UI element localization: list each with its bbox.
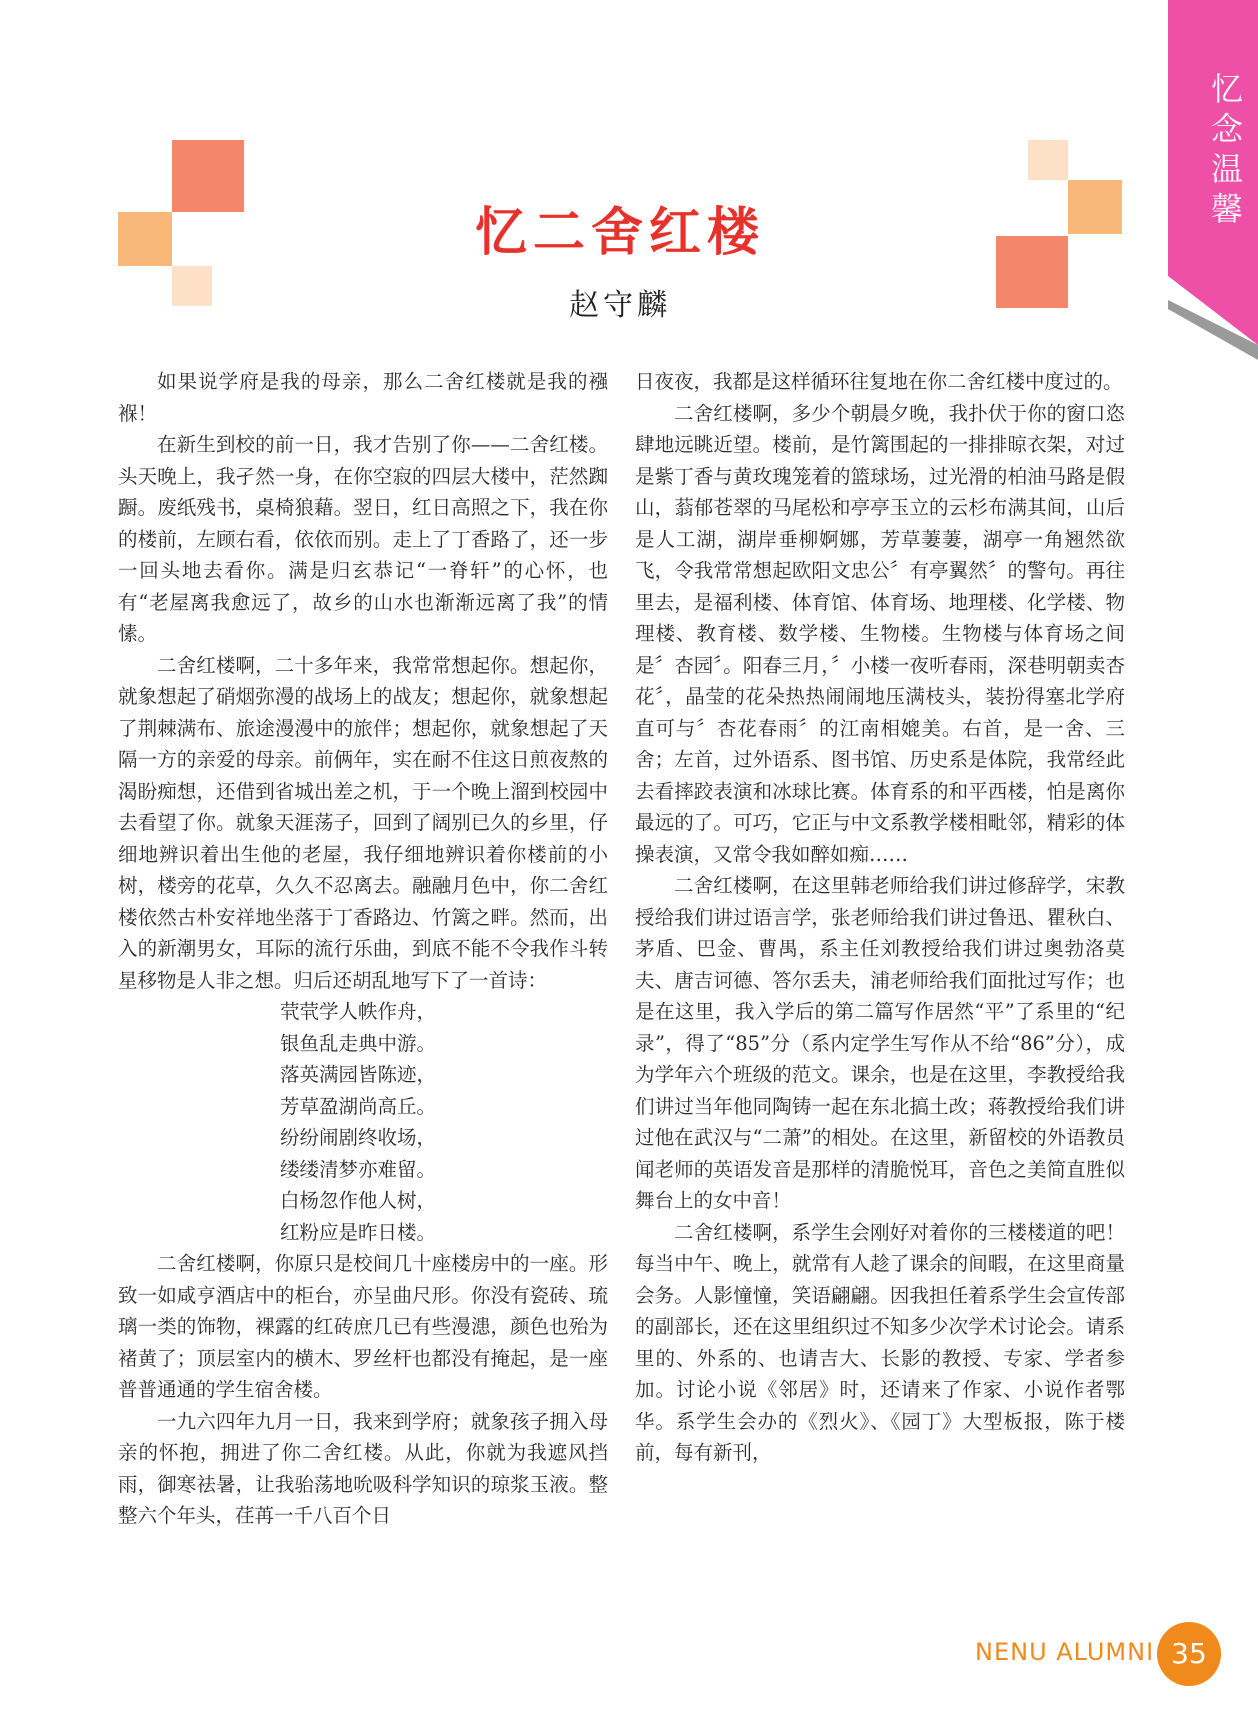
page-number: 35 [1157, 1622, 1221, 1686]
poem-line: 银鱼乱走典中游。 [280, 1031, 437, 1055]
article-author: 赵守麟 [569, 288, 671, 323]
side-tab-label: 忆念温馨 [1206, 72, 1244, 232]
decor-square [1028, 140, 1068, 180]
poem-line: 白杨忽作他人树， [280, 1189, 437, 1212]
paragraph: 日夜夜，我都是这样循环往复地在你二舍红楼中度过的。 [635, 370, 1123, 393]
paragraph: 二舍红楼啊，系学生会刚好对着你的三楼楼道的吧！每当中午、晚上，就常有人趁了课余的间暇，在这里商量会务。人影憧憧，笑语翩翩。因我担任着系学生会宣传部的副部长，还在这里组织过不知多少次学术讨论会。请系里的、外系的、也请吉大、长影的教授、专家、学者参加。讨论小说《邻居》时，还请来了作家、小说作者鄂华。系学生会办的《烈火》、《园丁》大型板报，陈于楼前，每有新刊， [635, 1220, 1125, 1464]
decor-square [1068, 180, 1122, 234]
magazine-name: NENU ALUMNI [975, 1638, 1155, 1666]
poem [118, 996, 608, 1248]
right-column [635, 366, 1125, 1469]
paragraph: 如果说学府是我的母亲，那么二舍红楼就是我的襁褓！ [118, 370, 608, 425]
decor-square [172, 140, 244, 212]
paragraph: 二舍红楼啊，二十多年来，我常常想起你。想起你，就象想起了硝烟弥漫的战场上的战友；想起你，就象想起了荆棘满布、旅途漫漫中的旅伴；想起你，就象想起了天隔一方的亲爱的母亲。前俩年，实在耐不住这日煎夜熬的渴盼痴想，还借到省城出差之机，于一个晚上溜到校园中去看望了你。就象天涯荡子，回到了阔别已久的乡里，仔细地辨识着出生他的老屋，我仔细地辨识着你楼前的小树，楼旁的花草，久久不忍离去。融融月色中，你二舍红楼依然古朴安祥地坐落于丁香路边、竹篱之畔。然而，出入的新潮男女，耳际的流行乐曲，到底不能不令我作斗转星移物是人非之想。归后还胡乱地写下了一首诗： [118, 653, 608, 992]
paragraph: 一九六四年九月一日，我来到学府；就象孩子拥入母亲的怀抱，拥进了你二舍红楼。从此，你就为我遮风挡雨，御寒祛暑，让我骀荡地吮吸科学知识的琼浆玉液。整整六个年头，荏苒一千八百个日 [118, 1409, 608, 1527]
decor-square [118, 212, 172, 266]
poem-line: 茕茕学人帙作舟， [280, 1000, 437, 1023]
decor-square [172, 266, 212, 306]
article-title: 忆二舍红楼 [474, 203, 765, 263]
poem-line: 落英满园皆陈迹， [280, 1063, 437, 1086]
paragraph: 在新生到校的前一日，我才告别了你——二舍红楼。头天晚上，我孑然一身，在你空寂的四层大楼中，茫然踟蹰。废纸残书，桌椅狼藉。翌日，红日高照之下，我在你的楼前，左顾右看，依依而别。走上了丁香路了，还一步一回头地去看你。满是归玄恭记“一脊轩”的心怀，也有“老屋离我愈远了，故乡的山水也渐渐远离了我”的情愫。 [118, 433, 608, 645]
poem-line: 红粉应是昨日楼。 [280, 1220, 437, 1244]
decor-square [996, 236, 1068, 308]
paragraph: 二舍红楼啊，多少个朝晨夕晚，我扑伏于你的窗口恣肆地远眺近望。楼前，是竹篱围起的一排排晾衣架，对过是紫丁香与黄玫瑰笼着的篮球场，过光滑的柏油马路是假山，蓊郁苍翠的马尾松和亭亭玉立的云杉布满其间，山后是人工湖，湖岸垂柳婀娜，芳草萋萋，湖亭一角翘然欲飞，令我常常想起欧阳文忠公〞有亭翼然〞的警句。再往里去，是福利楼、体育馆、体育场、地理楼、化学楼、物理楼、教育楼、数学楼、生物楼。生物楼与体育场之间是〞杏园〞。阳春三月，〞小楼一夜听春雨，深巷明朝卖杏花〞，晶莹的花朵热热闹闹地压满枝头，装扮得塞北学府直可与〞杏花春雨〞的江南相媲美。右首，是一舍、三舍；左首，过外语系、图书馆、历史系是体院，我常经此去看摔跤表演和冰球比赛。体育系的和平西楼，怕是离你最远的了。可巧，它正与中文系教学楼相毗邻，精彩的体操表演，又常令我如醉如痴…… [635, 401, 1125, 866]
paragraph: 二舍红楼啊，在这里韩老师给我们讲过修辞学，宋教授给我们讲过语言学，张老师给我们讲过鲁迅、瞿秋白、茅盾、巴金、曹禺，系主任刘教授给我们讲过奥勃洛莫夫、唐吉诃德、答尔丢夫，浦老师给我们面批过写作；也是在这里，我入学后的第二篇写作居然“平”了系里的“纪录”，得了“85”分（系内定学生写作从不给“86”分），成为学年六个班级的范文。课余，也是在这里，李教授给我们讲过当年他同陶铸一起在东北搞土改；蒋教授给我们讲过他在武汉与“二萧”的相处。在这里，新留校的外语教员闻老师的英语发音是那样的清脆悦耳，音色之美简直胜似舞台上的女中音！ [635, 874, 1125, 1212]
poem-line: 缕缕清梦亦难留。 [280, 1157, 437, 1181]
paragraph: 二舍红楼啊，你原只是校间几十座楼房中的一座。形致一如咸亨酒店中的柜台，亦呈曲尺形。你没有瓷砖、琉璃一类的饰物，裸露的红砖庶几已有些漫漶，颜色也殆为褚黄了；顶层室内的横木、罗丝杆也都没有掩起，是一座普普通通的学生宿舍楼。 [118, 1252, 608, 1401]
poem-line: 芳草盈湖尚高丘。 [280, 1094, 437, 1118]
poem-line: 纷纷闹剧终收场， [280, 1126, 437, 1149]
left-column [118, 366, 608, 1532]
